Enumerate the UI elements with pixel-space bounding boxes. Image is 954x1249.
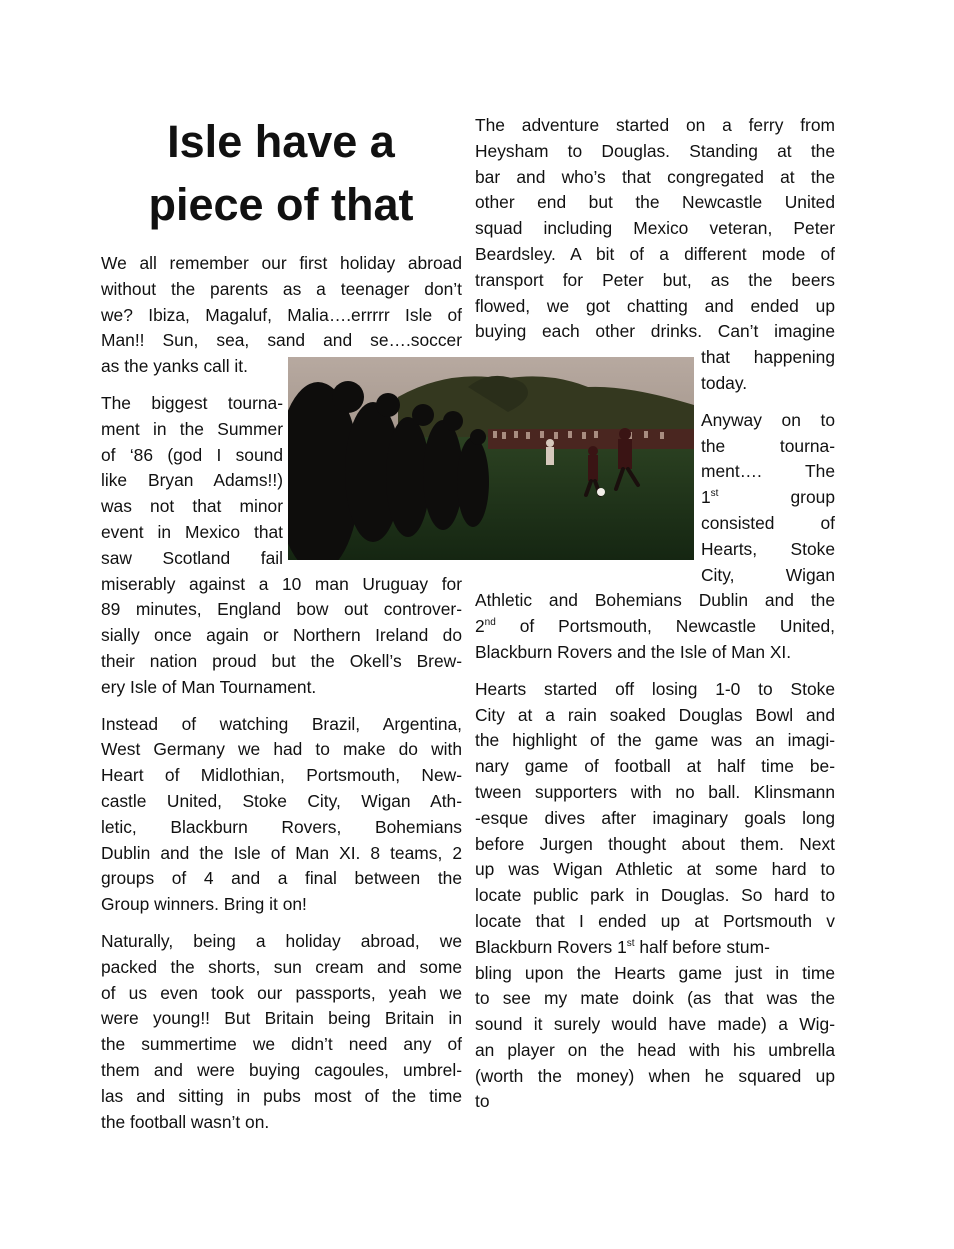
text-line: Beardsley. A bit of a different mode of bbox=[475, 243, 835, 264]
text-line: to see my mate doink (as that was the bbox=[475, 988, 835, 1009]
right-paragraph-3 bbox=[475, 677, 835, 1116]
text-line bbox=[475, 935, 835, 961]
text-line: 89 minutes, England bow out controver- bbox=[101, 599, 462, 620]
text-line: like Bryan Adams!!) bbox=[101, 470, 283, 491]
text-line: other end but the Newcastle United bbox=[475, 192, 835, 213]
text-line: letic, Blackburn Rovers, Bohemians bbox=[101, 816, 462, 837]
text-line bbox=[475, 614, 835, 640]
text-line: las and sitting in pubs most of the time bbox=[101, 1085, 462, 1106]
text-line: was not that minor bbox=[101, 496, 283, 517]
left-paragraph-3 bbox=[101, 712, 462, 918]
text-line: event in Mexico that bbox=[101, 521, 283, 542]
text-line: locate public park in Douglas. So hard to bbox=[475, 885, 835, 906]
text-line: the football wasn’t on. bbox=[101, 1111, 270, 1132]
text-line: Dublin and the Isle of Man XI. 8 teams, 2 bbox=[101, 842, 462, 863]
text-line: ment in the Summer bbox=[101, 418, 283, 439]
text-line: miserably against a 10 man Uruguay for bbox=[101, 573, 462, 594]
text-line: today. bbox=[701, 372, 748, 393]
text-line: saw Scotland fail bbox=[101, 547, 283, 568]
text-line: Heysham to Douglas. Standing at the bbox=[475, 140, 835, 161]
text-line: Heart of Midlothian, Portsmouth, New- bbox=[101, 765, 462, 786]
text-line: Anyway on to bbox=[701, 409, 835, 430]
text-line: Instead of watching Brazil, Argentina, bbox=[101, 713, 462, 734]
text-line: that happening bbox=[701, 347, 835, 368]
ordinal-suffix: st bbox=[710, 488, 719, 500]
text-line: castle United, Stoke City, Wigan Ath- bbox=[101, 790, 462, 811]
text-line: the summertime we didn’t need any of bbox=[101, 1034, 462, 1055]
text-line: their nation proud but the Okell’s Brew- bbox=[101, 650, 462, 671]
right-paragraph-1 bbox=[475, 113, 835, 397]
title-line-1: Isle have a bbox=[167, 116, 395, 167]
text-line: City at a rain soaked Douglas Bowl and bbox=[475, 704, 835, 725]
text-line: Man!! Sun, sea, sand and se….soccer bbox=[101, 330, 462, 351]
text-line: groups of 4 and a final between the bbox=[101, 868, 462, 889]
text-line: West Germany we had to make do with bbox=[101, 739, 462, 760]
text-line: an player on the head with his umbrella bbox=[475, 1039, 835, 1060]
left-paragraph-4 bbox=[101, 929, 462, 1135]
text-line: The adventure started on a ferry from bbox=[475, 115, 835, 135]
text-line: -esque dives after imaginary goals long bbox=[475, 807, 835, 828]
text-line: sound it surely would have made) a Wig- bbox=[475, 1014, 835, 1035]
photo-illustration bbox=[288, 357, 694, 560]
text-line: them and were buying cagoules, umbrel- bbox=[101, 1059, 462, 1080]
text-line: Hearts, Stoke bbox=[701, 538, 835, 559]
title-line-2: piece of that bbox=[148, 179, 414, 230]
text-fragment: of Portsmouth, Newcastle United, bbox=[495, 616, 835, 637]
text-line: to bbox=[475, 1091, 490, 1112]
football-crowd-photo bbox=[288, 357, 694, 560]
text-line: nary game of football at half time be- bbox=[475, 756, 835, 777]
text-line: transport for Peter but, as the beers bbox=[475, 269, 835, 290]
text-line: ment…. The bbox=[701, 461, 835, 482]
article-title bbox=[100, 110, 462, 236]
text-line: We all remember our first holiday abroad bbox=[101, 253, 462, 273]
text-line: as the yanks call it. bbox=[101, 356, 248, 377]
text-line: Hearts started off losing 1-0 to Stoke bbox=[475, 678, 835, 699]
right-column bbox=[475, 113, 835, 1126]
text-line: of ‘86 (god I sound bbox=[101, 444, 283, 465]
text-line: Naturally, being a holiday abroad, we bbox=[101, 930, 462, 951]
text-line: bar and who’s that congregated at the bbox=[475, 166, 835, 187]
text-fragment: group bbox=[790, 487, 835, 508]
text-line: were young!! But Britain being Britain in bbox=[101, 1008, 462, 1029]
text-line: consisted of bbox=[701, 512, 835, 533]
text-line: sially once again or Northern Ireland do bbox=[101, 625, 462, 646]
text-line bbox=[701, 485, 835, 511]
text-line: without the parents as a teenager don’t bbox=[101, 278, 462, 299]
text-line: The biggest tourna- bbox=[101, 392, 283, 413]
text-line: before Jurgen thought about them. Next bbox=[475, 833, 835, 854]
text-line: Group winners. Bring it on! bbox=[101, 894, 307, 915]
text-line: tween supporters with no ball. Klinsmann bbox=[475, 781, 835, 802]
text-line: buying each other drinks. Can’t imagine bbox=[475, 321, 835, 342]
text-fragment: Blackburn Rovers 1 bbox=[475, 936, 627, 957]
text-line: Athletic and Bohemians Dublin and the bbox=[475, 590, 835, 611]
text-line: City, Wigan bbox=[701, 564, 835, 585]
text-line: packed the shorts, sun cream and some bbox=[101, 956, 462, 977]
text-line: Blackburn Rovers and the Isle of Man XI. bbox=[475, 641, 792, 662]
text-line: bling upon the Hearts game just in time bbox=[475, 962, 835, 983]
ordinal-suffix: st bbox=[626, 937, 635, 949]
text-line: of us even took our passports, yeah we bbox=[101, 982, 462, 1003]
ordinal-number: 2 bbox=[475, 616, 485, 637]
text-fragment: half before stum- bbox=[634, 936, 770, 957]
ordinal-number: 1 bbox=[701, 487, 711, 508]
text-line: locate that I ended up at Portsmouth v bbox=[475, 910, 835, 931]
text-line: up was Wigan Athletic at some hard to bbox=[475, 859, 835, 880]
text-line: the tourna- bbox=[701, 435, 835, 456]
text-line: flowed, we got chatting and ended up bbox=[475, 295, 835, 316]
ordinal-suffix: nd bbox=[484, 617, 496, 629]
text-line: (worth the money) when he squared up bbox=[475, 1065, 835, 1086]
text-line: the highlight of the game was an imagi- bbox=[475, 730, 835, 751]
text-line: squad including Mexico veteran, Peter bbox=[475, 218, 835, 239]
text-line: we? Ibiza, Magaluf, Malia….errrrr Isle of bbox=[101, 304, 462, 325]
text-line: ery Isle of Man Tournament. bbox=[101, 676, 317, 697]
